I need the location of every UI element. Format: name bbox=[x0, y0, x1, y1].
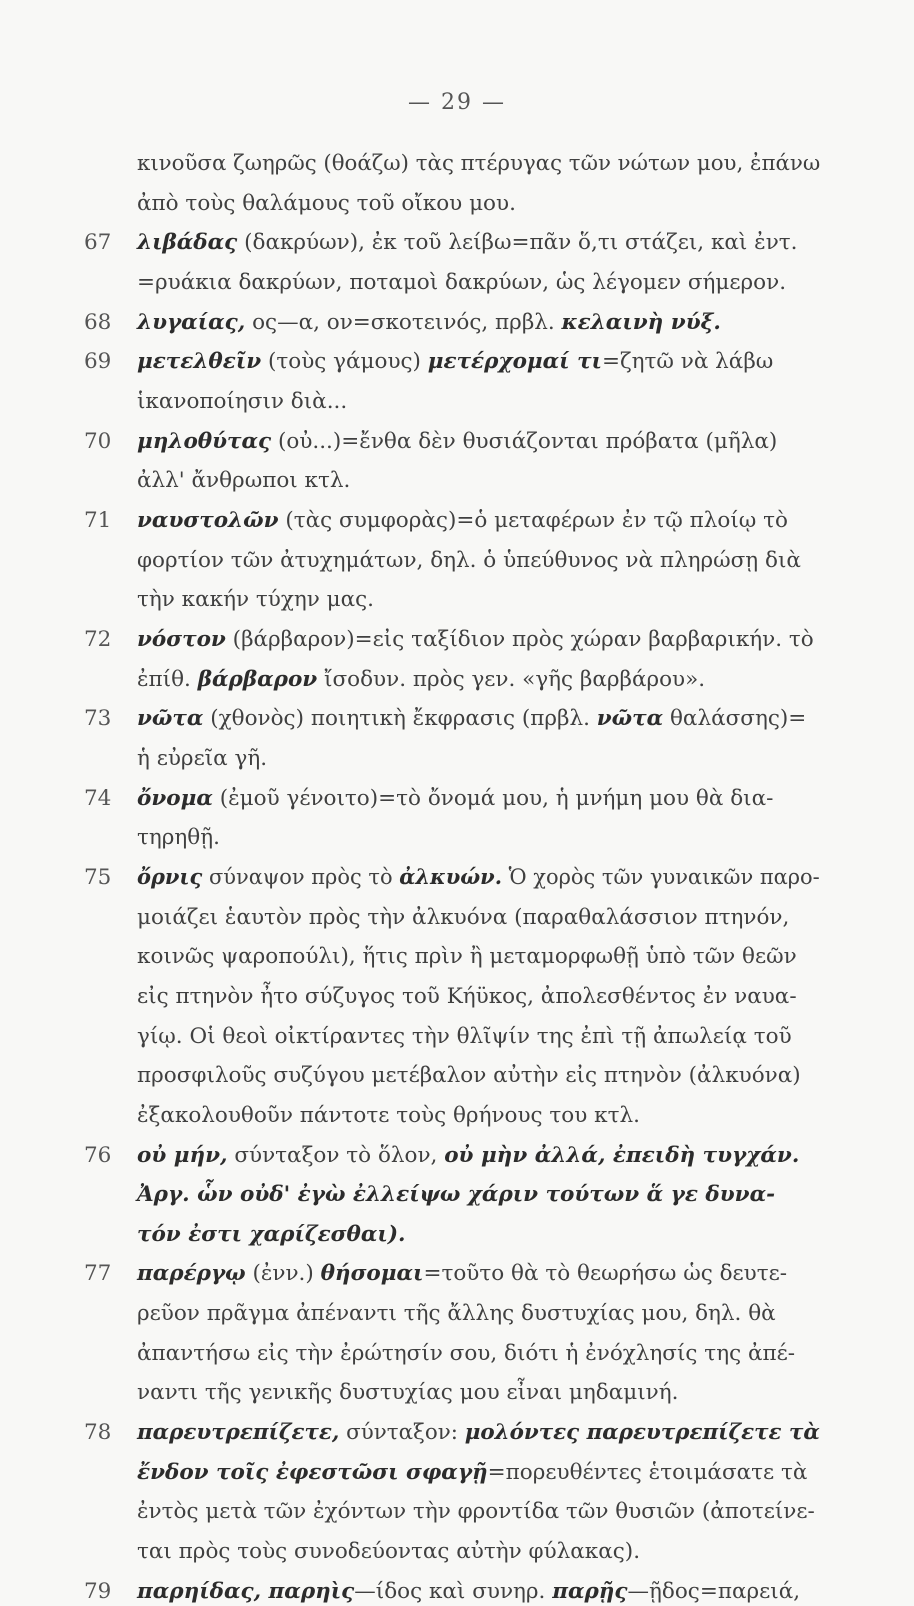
entry-number: 69 bbox=[84, 349, 112, 375]
lemma: οὐ μὴν ἀλλά, ἐπειδὴ τυγχάν. bbox=[444, 1142, 800, 1168]
gloss-text: προσφιλοῦς συζύγου μετέβαλον αὐτὴν εἰς πτηνὸν (ἀλκυόνα) bbox=[137, 1063, 801, 1089]
line-text bbox=[137, 1301, 776, 1326]
lemma: ἀλκυών. bbox=[399, 864, 502, 890]
entry-number: 79 bbox=[84, 1578, 112, 1604]
lemma: μηλοθύτας bbox=[137, 428, 272, 454]
line-text bbox=[137, 1063, 801, 1088]
text-line bbox=[137, 904, 789, 932]
line-text bbox=[137, 1143, 799, 1168]
text-line bbox=[137, 1379, 678, 1407]
line-text bbox=[137, 667, 705, 692]
gloss-text: —ῇδος=παρειά, bbox=[627, 1578, 801, 1604]
lemma: ὄρνις bbox=[137, 864, 203, 890]
text-line bbox=[137, 824, 220, 852]
line-text bbox=[137, 1341, 795, 1366]
lemma: κελαινὴ νύξ. bbox=[561, 309, 721, 335]
text-line bbox=[137, 1102, 640, 1130]
lemma: παρῇς bbox=[552, 1578, 628, 1604]
line-text bbox=[137, 1261, 787, 1286]
text-line bbox=[137, 1498, 815, 1526]
text-line bbox=[137, 547, 801, 575]
lemma: νόστον bbox=[137, 626, 226, 652]
line-text bbox=[137, 825, 220, 850]
gloss-text: Ὁ χορὸς τῶν γυναικῶν παρο- bbox=[501, 864, 820, 890]
line-text bbox=[137, 1539, 640, 1564]
gloss-text: (ἐμοῦ γένοιτο)=τὸ ὄνομά μου, ἡ μνήμη μου θὰ δια- bbox=[212, 785, 774, 811]
line-text bbox=[137, 1182, 775, 1207]
text-line bbox=[137, 269, 786, 297]
text-line bbox=[84, 229, 798, 257]
lemma: παρέργῳ bbox=[137, 1261, 246, 1287]
text-line bbox=[137, 586, 374, 614]
line-text bbox=[137, 1460, 807, 1485]
entry-number: 78 bbox=[84, 1420, 112, 1446]
gloss-text: σύνταξον τὸ ὅλον, bbox=[227, 1142, 445, 1168]
entry-number: 73 bbox=[84, 706, 112, 732]
gloss-text: (ἐνν.) bbox=[245, 1261, 321, 1287]
text-line bbox=[137, 150, 826, 178]
line-text bbox=[137, 627, 814, 652]
text-line bbox=[84, 1578, 801, 1606]
text-line bbox=[137, 1221, 405, 1249]
lemma: ἔνδον τοῖς ἐφεστῶσι σφαγῇ bbox=[137, 1459, 488, 1485]
text-line bbox=[84, 1419, 823, 1447]
lemma: μετέρχομαί τι bbox=[427, 349, 602, 375]
gloss-text: ἐξακολουθοῦν πάντοτε τοὺς θρήνους του κτλ. bbox=[137, 1102, 640, 1128]
gloss-text: (οὐ...)=ἔνθα δὲν θυσιάζονται πρόβατα (μῆλα) bbox=[271, 428, 778, 454]
gloss-text: κινοῦσα ζωηρῶς (θοάζω) τὰς πτέρυγας τῶν νώτων μου, ἐπάνω bbox=[137, 151, 821, 176]
text-line bbox=[137, 1459, 807, 1487]
gloss-text: φορτίον τῶν ἀτυχημάτων, δηλ. ὁ ὑπεύθυνος νὰ πληρώσῃ διὰ bbox=[137, 547, 801, 573]
text-line bbox=[137, 467, 350, 495]
gloss-text: ἡ εὐρεῖα γῆ. bbox=[137, 745, 268, 771]
gloss-text: =ρυάκια δακρύων, ποταμοὶ δακρύων, ὡς λέγομεν σήμερον. bbox=[137, 269, 787, 295]
gloss-text: (βάρβαρον)=εἰς ταξίδιον πρὸς χώραν βαρβαρικήν. τὸ bbox=[225, 626, 814, 652]
gloss-text: ται πρὸς τοὺς συνοδεύοντας αὐτὴν φύλακας). bbox=[137, 1539, 641, 1565]
line-text bbox=[137, 1380, 678, 1405]
gloss-text: ἴσοδυν. πρὸς γεν. «γῆς βαρβάρου». bbox=[317, 666, 706, 692]
gloss-text: κοινῶς ψαροπούλι), ἥτις πρὶν ἢ μεταμορφωθῇ ὑπὸ τῶν θεῶν bbox=[137, 944, 797, 970]
text-line bbox=[84, 1260, 788, 1288]
line-text bbox=[137, 150, 820, 178]
line-text bbox=[137, 389, 347, 414]
gloss-text: σύναψον πρὸς τὸ bbox=[202, 864, 400, 890]
lemma: παρηίδας, παρηὶς bbox=[137, 1578, 355, 1604]
lemma: νῶτα bbox=[137, 706, 204, 732]
line-text bbox=[137, 1222, 405, 1247]
gloss-text: ἀλλ' ἄνθρωποι κτλ. bbox=[137, 468, 351, 494]
line-text bbox=[137, 191, 516, 216]
entry-number: 77 bbox=[84, 1261, 112, 1287]
line-text bbox=[137, 508, 788, 533]
gloss-text: γίῳ. Οἱ θεοὶ οἰκτίραντες τὴν θλῖψίν της ἐπὶ τῇ ἀπωλείᾳ τοῦ bbox=[137, 1023, 792, 1049]
gloss-text: ἐπίθ. bbox=[137, 666, 198, 692]
gloss-text: (χθονὸς) ποιητικὴ ἔκφρασις (πρβλ. bbox=[203, 706, 597, 732]
text-line bbox=[137, 666, 705, 694]
entry-number: 72 bbox=[84, 626, 112, 652]
text-line bbox=[137, 1340, 795, 1368]
gloss-text: ναντι τῆς γενικῆς δυστυχίας μου εἶναι μηδαμινή. bbox=[137, 1380, 679, 1406]
line-text bbox=[137, 706, 806, 731]
gloss-text: ἀπὸ τοὺς θαλάμους τοῦ οἴκου μου. bbox=[137, 190, 516, 216]
lemma: λιβάδας bbox=[137, 230, 238, 256]
entry-number: 68 bbox=[84, 309, 112, 335]
text-line bbox=[84, 348, 774, 376]
text-line bbox=[137, 1538, 640, 1566]
line-text bbox=[137, 786, 773, 811]
line-text bbox=[137, 864, 820, 892]
gloss-text: τηρηθῇ. bbox=[137, 825, 220, 851]
line-text bbox=[137, 1024, 792, 1049]
entry-number: 70 bbox=[84, 428, 112, 454]
line-text bbox=[137, 746, 267, 771]
gloss-text: (τοὺς γάμους) bbox=[261, 349, 428, 375]
gloss-text: ἱκανοποίησιν διὰ... bbox=[137, 388, 348, 414]
text-line bbox=[137, 1062, 801, 1090]
text-line bbox=[84, 705, 807, 733]
text-line bbox=[84, 1142, 800, 1170]
text-line bbox=[137, 388, 347, 416]
line-text bbox=[137, 429, 777, 454]
lemma: λυγαίας, bbox=[137, 309, 246, 335]
entry-number: 75 bbox=[84, 864, 112, 890]
lemma: οὐ μήν, bbox=[137, 1142, 228, 1168]
gloss-text: =ζητῶ νὰ λάβω bbox=[601, 349, 774, 375]
entry-number: 74 bbox=[84, 785, 112, 811]
gloss-text: εἰς πτηνὸν ἦτο σύζυγος τοῦ Κήϋκος, ἀπολεσθέντος ἐν ναυα- bbox=[137, 983, 797, 1009]
line-text bbox=[137, 1103, 640, 1128]
text-line bbox=[137, 1181, 775, 1209]
line-text bbox=[137, 1419, 820, 1447]
gloss-text: ἐντὸς μετὰ τῶν ἐχόντων τὴν φροντίδα τῶν θυσιῶν (ἀποτείνε- bbox=[137, 1499, 815, 1525]
gloss-text: ρεῦον πρᾶγμα ἀπέναντι τῆς ἄλλης δυστυχίας μου, δηλ. θὰ bbox=[137, 1301, 776, 1327]
text-line bbox=[137, 1023, 792, 1051]
line-text bbox=[137, 905, 789, 930]
lemma: νῶτα bbox=[596, 706, 664, 732]
lemma: Ἀργ. ὧν οὐδ' ἐγὼ ἐλλείψω χάριν τούτων ἅ γε δυνα- bbox=[137, 1182, 776, 1208]
lemma: τόν ἐστι χαρίζεσθαι). bbox=[137, 1221, 406, 1247]
lemma: ναυστολῶν bbox=[137, 507, 279, 533]
text-line bbox=[137, 190, 516, 218]
gloss-text: (δακρύων), ἐκ τοῦ λείβω=πᾶν ὅ,τι στάζει, καὶ ἐντ. bbox=[237, 230, 798, 256]
gloss-text: τὴν κακήν τύχην μας. bbox=[137, 587, 375, 613]
lemma: ὄνομα bbox=[137, 785, 213, 811]
text-line bbox=[84, 309, 721, 337]
gloss-text: (τὰς συμφορὰς)=ὁ μεταφέρων ἐν τῷ πλοίῳ τὸ bbox=[278, 507, 788, 533]
page-number: — 29 — bbox=[408, 90, 506, 115]
lemma: βάρβαρον bbox=[197, 666, 318, 692]
line-text bbox=[137, 944, 797, 969]
line-text bbox=[137, 587, 374, 612]
gloss-text: σύνταξον: bbox=[339, 1420, 465, 1446]
gloss-text: =τοῦτο θὰ τὸ θεωρήσω ὡς δευτε- bbox=[423, 1261, 788, 1287]
line-text bbox=[137, 1499, 815, 1524]
gloss-text: θαλάσσης)= bbox=[663, 706, 807, 732]
entry-number: 76 bbox=[84, 1142, 112, 1168]
lemma: μολόντες παρευτρεπίζετε τὰ bbox=[464, 1420, 820, 1446]
text-line bbox=[84, 428, 778, 456]
line-text bbox=[137, 270, 786, 295]
gloss-text: —ίδος καὶ συνηρ. bbox=[354, 1578, 553, 1604]
text-line bbox=[137, 943, 797, 971]
gloss-text: μοιάζει ἑαυτὸν πρὸς τὴν ἀλκυόνα (παραθαλάσσιον πτηνόν, bbox=[137, 904, 790, 930]
gloss-text: ος—α, ον=σκοτεινός, πρβλ. bbox=[245, 309, 562, 335]
entry-number: 71 bbox=[84, 507, 112, 533]
lemma: μετελθεῖν bbox=[137, 349, 262, 375]
text-line bbox=[84, 785, 774, 813]
text-line bbox=[84, 507, 788, 535]
lemma: παρευτρεπίζετε, bbox=[137, 1420, 340, 1446]
line-text bbox=[137, 984, 797, 1009]
text-line bbox=[84, 864, 838, 892]
line-text bbox=[137, 349, 773, 374]
text-line bbox=[137, 1300, 776, 1328]
entry-number: 67 bbox=[84, 230, 112, 256]
gloss-text: =πορευθέντες ἑτοιμάσατε τὰ bbox=[487, 1459, 808, 1485]
text-line bbox=[84, 626, 814, 654]
line-text bbox=[137, 1579, 800, 1604]
line-text bbox=[137, 230, 798, 255]
gloss-text: ἀπαντήσω εἰς τὴν ἐρώτησίν σου, διότι ἡ ἐνόχλησίς της ἀπέ- bbox=[137, 1340, 795, 1366]
line-text bbox=[137, 468, 350, 493]
text-line bbox=[137, 983, 797, 1011]
lemma: θήσομαι bbox=[320, 1261, 424, 1287]
text-line bbox=[137, 745, 267, 773]
line-text bbox=[137, 310, 721, 335]
line-text bbox=[137, 548, 801, 573]
